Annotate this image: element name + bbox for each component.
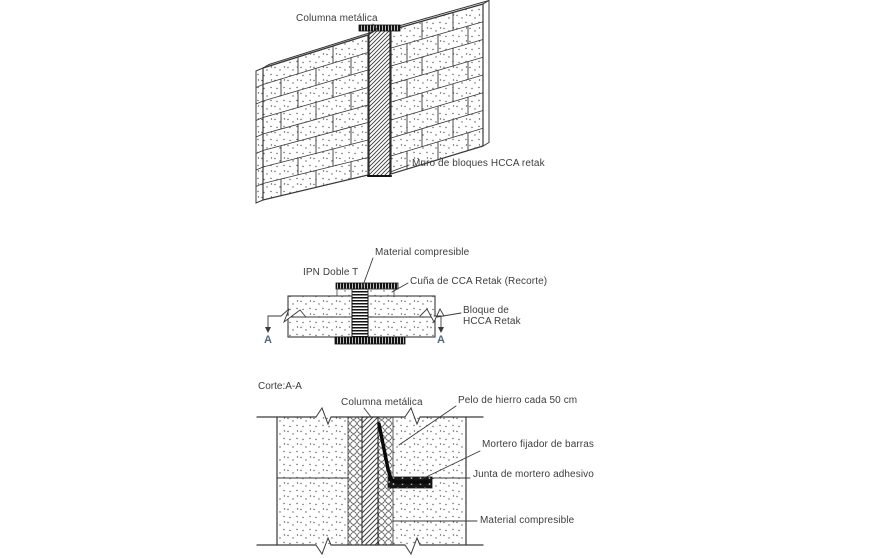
compressible-strip-left (348, 417, 362, 545)
iso-wall-view (256, 1, 489, 204)
plan-beam-label: IPN Doble T (303, 267, 359, 278)
cca-wedge-right (368, 289, 394, 296)
section-arrow-right (438, 327, 444, 333)
section-compressible-label: Material compresible (480, 515, 575, 526)
iso-wall-left-face (263, 35, 368, 200)
section-rebar-label: Pelo de hierro cada 50 cm (458, 395, 578, 406)
section-column-label: Columna metálica (341, 397, 423, 408)
iso-column-label: Columna metálica (296, 13, 378, 24)
iso-wall-right-face (391, 4, 483, 174)
ipn-bottom-flange (335, 337, 405, 344)
plan-block-label (463, 305, 521, 327)
section-block-left (277, 417, 348, 545)
plan-block-label-line2: HCCA Retak (463, 316, 521, 327)
plan-block-label-line1: Bloque de (463, 305, 509, 316)
cca-wedge-left (337, 289, 352, 296)
section-marker-a-right: A (437, 334, 445, 346)
metal-column-hatch (369, 29, 390, 176)
plan-compressible-label: Material compresible (375, 247, 470, 258)
column-cap-plate (359, 25, 400, 31)
section-anchor-mortar-label: Mortero fijador de barras (482, 439, 594, 450)
plan-wedge-label: Cuña de CCA Retak (Recorte) (410, 276, 548, 287)
section-adhesive-joint-label: Junta de mortero adhesivo (473, 469, 594, 480)
plan-view (265, 258, 461, 344)
section-metal-column (362, 417, 378, 545)
iso-wall-label: Muro de bloques HCCA retak (412, 158, 545, 169)
ipn-web (352, 289, 368, 338)
section-aa-view (257, 406, 483, 554)
section-title: Corte:A-A (258, 381, 302, 392)
section-arrow-left (265, 327, 271, 333)
ipn-top-flange (336, 283, 398, 289)
section-column-label-leader (364, 408, 371, 417)
section-marker-a-left: A (264, 334, 272, 346)
